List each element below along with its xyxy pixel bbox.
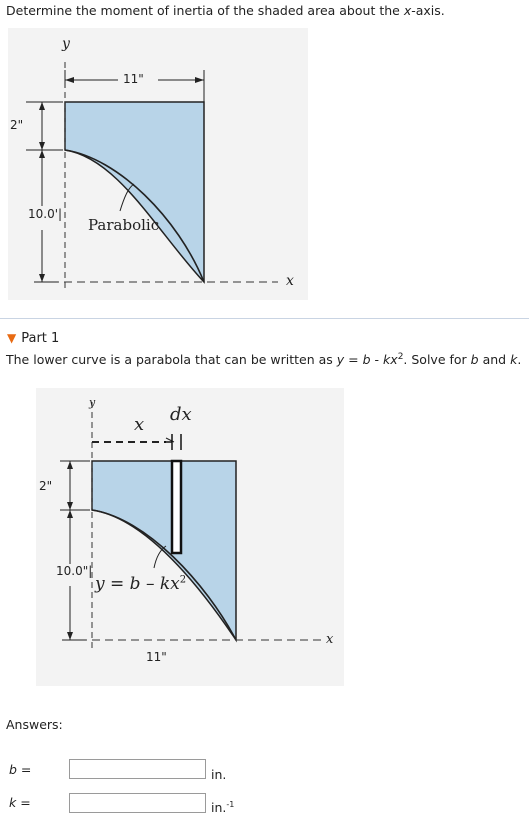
fig2-top-dim: 2" — [39, 479, 53, 493]
collapse-triangle-icon[interactable]: ▼ — [7, 331, 17, 345]
k-unit: in.$^{-1}$ — [211, 800, 235, 816]
figure-1-drawing — [8, 28, 308, 300]
fig1-x-label: x — [286, 273, 294, 289]
fig2-y-label: y — [89, 396, 96, 409]
shaded-area — [65, 102, 204, 282]
fig1-width-dim: 11" — [123, 72, 144, 86]
fig2-curve-equation: $y = b - kx^2$ — [95, 574, 187, 594]
figure-1 — [8, 28, 308, 300]
b-label: b = — [9, 762, 32, 777]
answers-heading: Answers: — [6, 717, 63, 732]
fig2-x-axis-label: x — [326, 632, 334, 647]
part-1-prompt: The lower curve is a parabola that can be written as $y = b - kx^2$. Solve for b and k. — [6, 352, 522, 368]
question-text: Determine the moment of inertia of the shaded area about the x-axis. — [6, 3, 445, 18]
b-unit: in. — [211, 767, 227, 782]
fig1-curve-label: Parabolic — [88, 216, 160, 234]
fig1-top-dim: 2" — [10, 118, 24, 132]
fig2-dx-label: dx — [170, 404, 192, 425]
fig2-x-var: x — [134, 414, 145, 435]
fig1-y-label: y — [62, 36, 70, 52]
k-answer-input[interactable] — [69, 793, 206, 813]
part-1-header[interactable] — [7, 331, 59, 346]
fig1-height-dim: 10.0'| — [28, 207, 63, 221]
part-1-title: Part 1 — [21, 331, 60, 346]
fig2-height-dim: 10.0"| — [56, 564, 93, 578]
k-label: k = — [9, 795, 31, 810]
fig2-width-dim: 11" — [146, 650, 167, 664]
shaded-area-2 — [92, 461, 236, 640]
figure-2-drawing — [36, 388, 344, 686]
dx-strip — [172, 461, 181, 553]
b-answer-input[interactable] — [69, 759, 206, 779]
section-divider — [0, 318, 529, 319]
figure-2 — [36, 388, 344, 686]
